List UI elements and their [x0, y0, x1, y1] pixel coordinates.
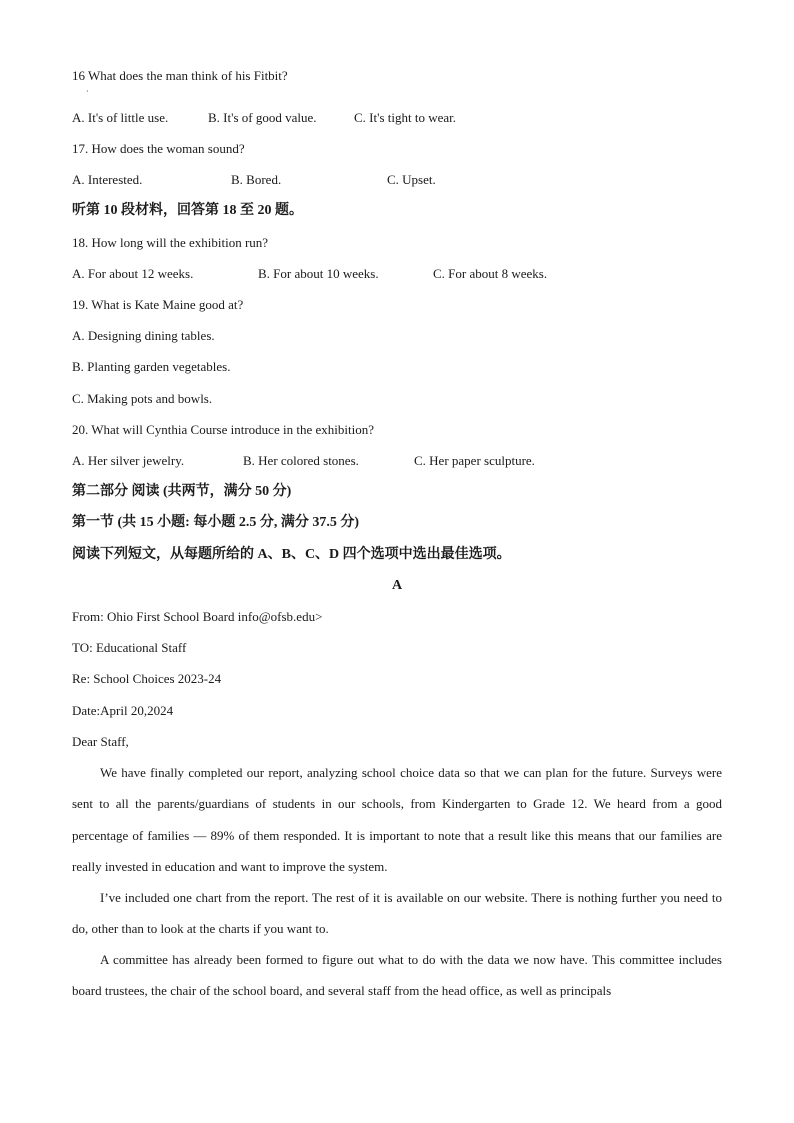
part-2-section-1-heading: 第一节 (共 15 小题: 每小题 2.5 分, 满分 37.5 分): [72, 515, 359, 530]
q17-option-a: A. Interested.: [72, 172, 143, 187]
email-greeting: Dear Staff,: [72, 734, 129, 749]
q20-option-a: A. Her silver jewelry.: [72, 453, 185, 468]
q16-option-c: C. It's tight to wear.: [354, 110, 457, 125]
email-paragraph-1: We have finally completed our report, analyzing school choice data so that we can plan for the future. Surveys were sent to all the parents/guardians of students in our schools, from Kindergarten to Grade 12. We heard from a good percentage of families — 89% of them responded. It is important to note that a result like this means that our families are really invested in education and want to improve the system.: [72, 765, 722, 874]
email-to: TO: Educational Staff: [72, 640, 187, 655]
q19-option-a: A. Designing dining tables.: [72, 328, 215, 343]
passage-letter: A: [391, 578, 403, 593]
reading-instruction: 阅读下列短文，从每题所给的 A、B、C、D 四个选项中选出最佳选项。: [72, 547, 511, 562]
stray-mark: ·: [86, 87, 89, 96]
q18-option-b: B. For about 10 weeks.: [258, 266, 379, 281]
question-17: 17. How does the woman sound?: [72, 141, 245, 156]
question-18: 18. How long will the exhibition run?: [72, 235, 269, 250]
email-subject: Re: School Choices 2023-24: [72, 671, 222, 686]
q19-option-c: C. Making pots and bowls.: [72, 391, 213, 406]
q20-option-c: C. Her paper sculpture.: [414, 453, 535, 468]
q20-option-b: B. Her colored stones.: [243, 453, 359, 468]
question-16: 16 What does the man think of his Fitbit?: [72, 68, 288, 83]
section-10-heading: 听第 10 段材料，回答第 18 至 20 题。: [72, 203, 303, 218]
q18-option-a: A. For about 12 weeks.: [72, 266, 194, 281]
q18-option-c: C. For about 8 weeks.: [433, 266, 548, 281]
q19-option-b: B. Planting garden vegetables.: [72, 359, 231, 374]
q16-option-a: A. It's of little use.: [72, 110, 169, 125]
email-from: From: Ohio First School Board info@ofsb.edu>: [72, 609, 323, 624]
email-paragraph-2: I’ve included one chart from the report. The rest of it is available on our website. There is nothing further you need to do, other than to look at the charts if you want to.: [72, 890, 722, 937]
q16-option-b: B. It's of good value.: [208, 110, 317, 125]
question-20: 20. What will Cynthia Course introduce in the exhibition?: [72, 422, 374, 437]
question-19: 19. What is Kate Maine good at?: [72, 297, 244, 312]
part-2-heading: 第二部分 阅读 (共两节，满分 50 分): [72, 484, 292, 499]
q17-option-b: B. Bored.: [231, 172, 282, 187]
email-date: Date:April 20,2024: [72, 703, 174, 718]
email-paragraph-3: A committee has already been formed to figure out what to do with the data we now have. This committee includes board trustees, the chair of the school board, and several staff from the head office, as well as principals: [72, 952, 722, 999]
q17-option-c: C. Upset.: [387, 172, 436, 187]
